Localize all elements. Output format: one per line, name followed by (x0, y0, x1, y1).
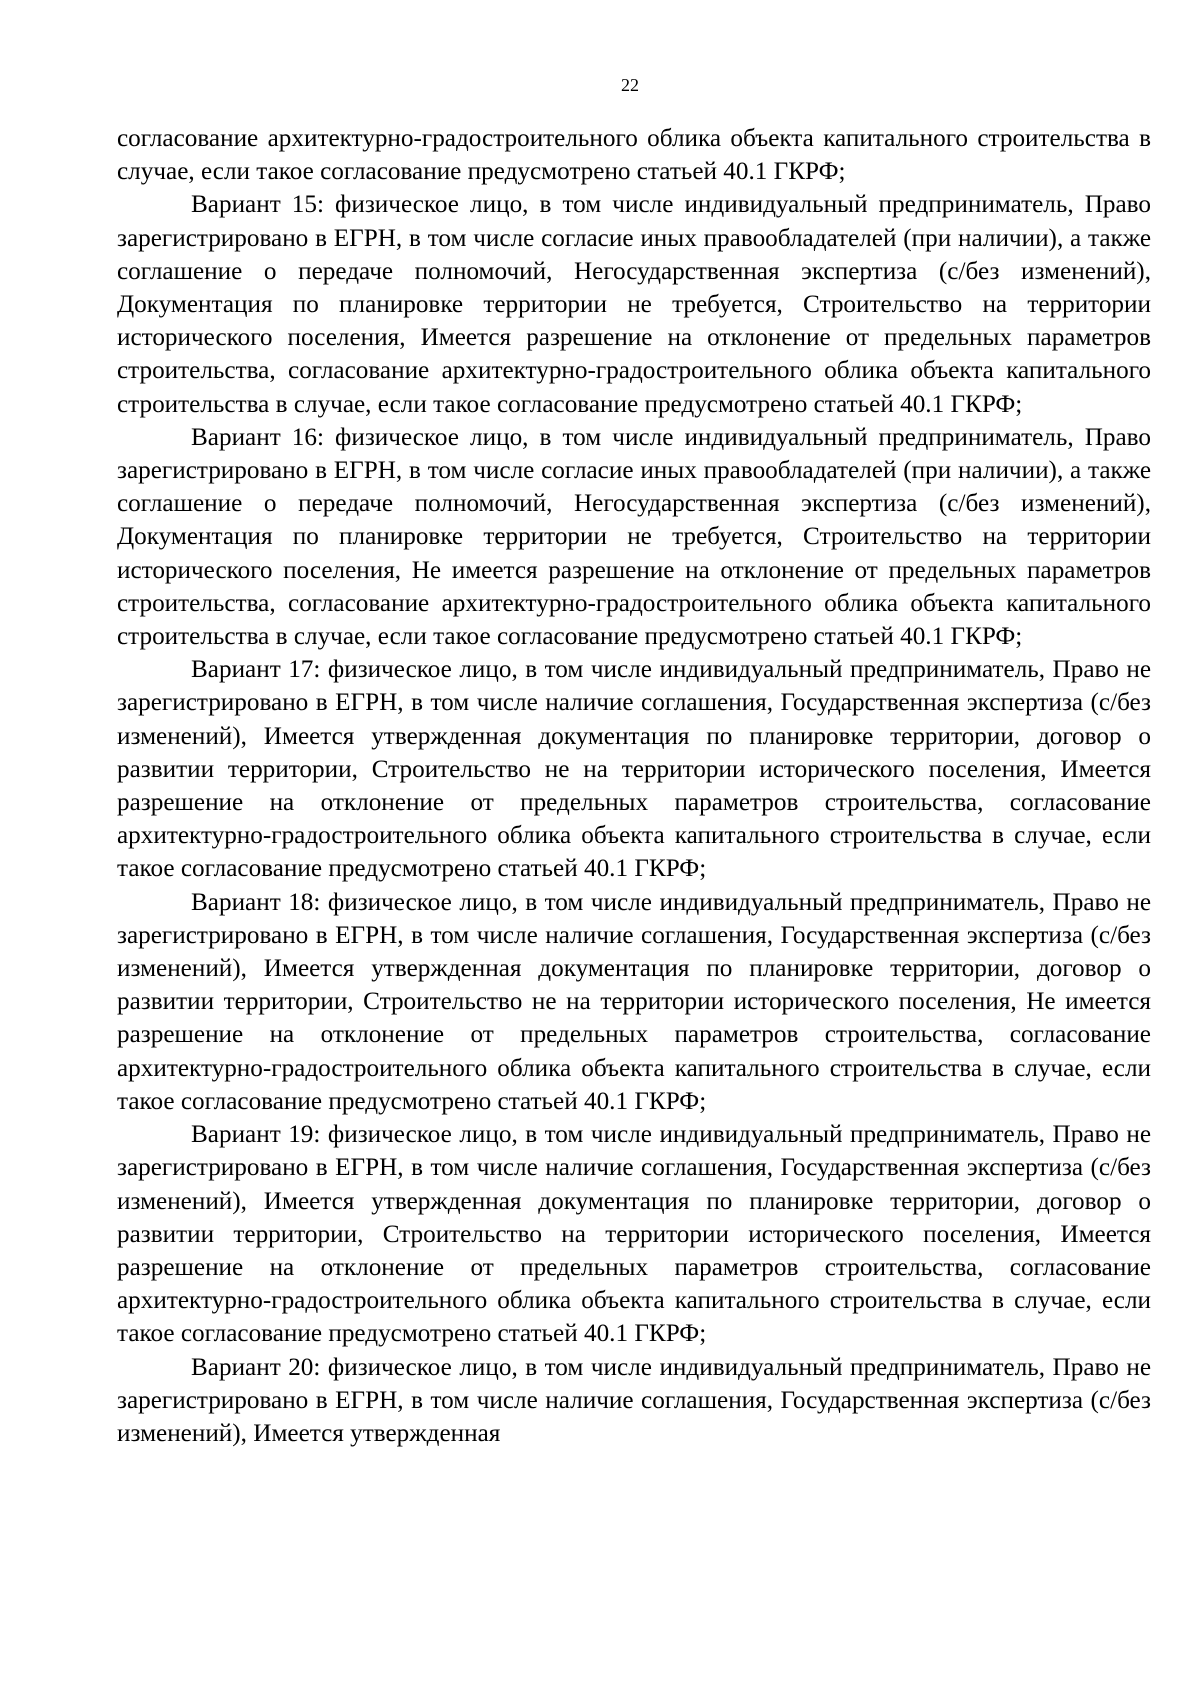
document-body (117, 122, 1151, 1450)
paragraph-variant-18: Вариант 18: физическое лицо, в том числе индивидуальный предприниматель, Право не зарегистрировано в ЕГРН, в том числе наличие соглашения, Государственная экспертиза (с/без изменений), Имеется утвержденная документация по планировке территории, договор о развитии территории, Строительство не на территории исторического поселения, Не имеется разрешение на отклонение от предельных параметров строительства, согласование архитектурно-градостроительного облика объекта капитального строительства в случае, если такое согласование предусмотрено статьей 40.1 ГКРФ; (117, 888, 1151, 1115)
paragraph-variant-20: Вариант 20: физическое лицо, в том числе индивидуальный предприниматель, Право не зарегистрировано в ЕГРН, в том числе наличие соглашения, Государственная экспертиза (с/без изменений), Имеется утвержденная (117, 1353, 1151, 1447)
paragraph-variant-17: Вариант 17: физическое лицо, в том числе индивидуальный предприниматель, Право не зарегистрировано в ЕГРН, в том числе наличие соглашения, Государственная экспертиза (с/без изменений), Имеется утвержденная документация по планировке территории, договор о развитии территории, Строительство не на территории исторического поселения, Имеется разрешение на отклонение от предельных параметров строительства, согласование архитектурно-градостроительного облика объекта капитального строительства в случае, если такое согласование предусмотрено статьей 40.1 ГКРФ; (117, 656, 1151, 883)
paragraph-variant-15: Вариант 15: физическое лицо, в том числе индивидуальный предприниматель, Право зарегистрировано в ЕГРН, в том числе согласие иных правообладателей (при наличии), а также соглашение о передаче полномочий, Негосударственная экспертиза (с/без изменений), Документация по планировке территории не требуется, Строительство на территории исторического поселения, Имеется разрешение на отклонение от предельных параметров строительства, согласование архитектурно-градостроительного облика объекта капитального строительства в случае, если такое согласование предусмотрено статьей 40.1 ГКРФ; (117, 191, 1151, 418)
paragraph-variant-19: Вариант 19: физическое лицо, в том числе индивидуальный предприниматель, Право не зарегистрировано в ЕГРН, в том числе наличие соглашения, Государственная экспертиза (с/без изменений), Имеется утвержденная документация по планировке территории, договор о развитии территории, Строительство на территории исторического поселения, Имеется разрешение на отклонение от предельных параметров строительства, согласование архитектурно-градостроительного облика объекта капитального строительства в случае, если такое согласование предусмотрено статьей 40.1 ГКРФ; (117, 1121, 1151, 1348)
paragraph-variant-16: Вариант 16: физическое лицо, в том числе индивидуальный предприниматель, Право зарегистрировано в ЕГРН, в том числе согласие иных правообладателей (при наличии), а также соглашение о передаче полномочий, Негосударственная экспертиза (с/без изменений), Документация по планировке территории не требуется, Строительство на территории исторического поселения, Не имеется разрешение на отклонение от предельных параметров строительства, согласование архитектурно-градостроительного облика объекта капитального строительства в случае, если такое согласование предусмотрено статьей 40.1 ГКРФ; (117, 423, 1151, 651)
page-number: 22 (621, 75, 639, 95)
paragraph-continuation: согласование архитектурно-градостроительного облика объекта капитального строительства в случае, если такое согласование предусмотрено статьей 40.1 ГКРФ; (117, 125, 1151, 186)
